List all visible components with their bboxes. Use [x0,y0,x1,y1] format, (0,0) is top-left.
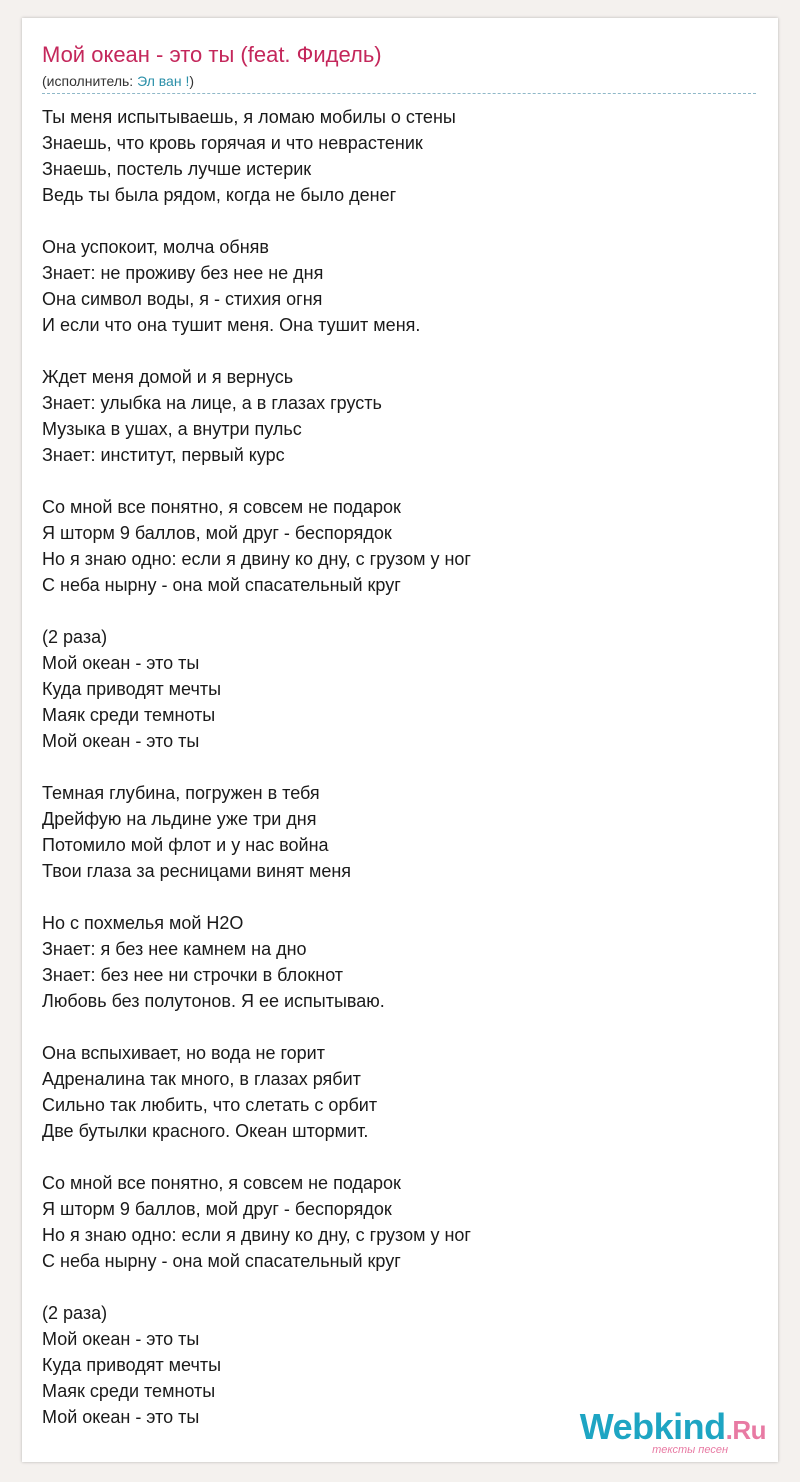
lyric-line: Куда приводят мечты [42,679,222,699]
stanza [42,910,762,1014]
lyric-line: Она символ воды, я - стихия огня [42,289,323,309]
lyric-line: Любовь без полутонов. Я ее испытываю. [42,991,385,1011]
stanza [42,780,762,884]
lyric-line: Но я знаю одно: если я двину ко дну, с грузом у ног [42,549,471,569]
lyric-line: (2 раза) [42,1303,108,1323]
lyric-line: Мой океан - это ты [42,1407,200,1427]
lyric-line: Знает: я без нее камнем на дно [42,939,307,959]
site-logo[interactable] [580,1407,766,1456]
lyric-line: Темная глубина, погружен в тебя [42,783,320,803]
artist-link[interactable]: Эл ван ! [137,73,190,89]
lyric-line: Музыка в ушах, а внутри пульс [42,419,302,439]
lyric-line: Но я знаю одно: если я двину ко дну, с грузом у ног [42,1225,471,1245]
stanza [42,234,762,338]
lyric-line: Знает: не проживу без нее не дня [42,263,324,283]
artist-suffix: ) [189,73,194,89]
lyric-line: Знаешь, постель лучше истерик [42,159,312,179]
lyric-line: Маяк среди темноты [42,1381,216,1401]
lyric-line: Мой океан - это ты [42,731,200,751]
chorus-stanza [42,624,762,754]
lyric-line: (2 раза) [42,627,108,647]
lyric-line: Маяк среди темноты [42,705,216,725]
lyric-line: С неба нырну - она мой спасательный круг [42,1251,401,1271]
logo-tagline: тексты песен [652,1444,728,1456]
lyric-line: Я шторм 9 баллов, мой друг - беспорядок [42,1199,392,1219]
lyric-line: С неба нырну - она мой спасательный круг [42,575,401,595]
stanza [42,1040,762,1144]
logo-suffix: .Ru [725,1415,766,1445]
lyric-line: Со мной все понятно, я совсем не подарок [42,1173,401,1193]
lyric-line: Куда приводят мечты [42,1355,222,1375]
lyric-line: Сильно так любить, что слетать с орбит [42,1095,378,1115]
lyric-line: Мой океан - это ты [42,653,200,673]
lyrics-card [22,18,778,1462]
stanza [42,364,762,468]
lyric-line: Ты меня испытываешь, я ломаю мобилы о стены [42,107,456,127]
lyric-line: Потомило мой флот и у нас война [42,835,329,855]
lyric-line: Но с похмелья мой H2O [42,913,244,933]
lyric-line: Знает: институт, первый курс [42,445,285,465]
lyric-line: Ведь ты была рядом, когда не было денег [42,185,397,205]
lyric-line: Твои глаза за ресницами винят меня [42,861,352,881]
lyric-line: Она успокоит, молча обняв [42,237,269,257]
stanza [42,494,762,598]
lyric-line: Знает: без нее ни строчки в блокнот [42,965,344,985]
lyric-line: Со мной все понятно, я совсем не подарок [42,497,401,517]
lyric-line: Мой океан - это ты [42,1329,200,1349]
lyric-line: Две бутылки красного. Океан штормит. [42,1121,369,1141]
lyric-line: Я шторм 9 баллов, мой друг - беспорядок [42,523,392,543]
lyric-line: Дрейфую на льдине уже три дня [42,809,317,829]
stanza [42,1170,762,1274]
artist-prefix: (исполнитель: [42,73,138,89]
lyric-line: Ждет меня домой и я вернусь [42,367,294,387]
logo-name: Webkind [579,1406,726,1447]
artist-line [42,73,194,89]
header-divider [42,93,756,94]
stanza [42,104,762,208]
lyric-line: Она вспыхивает, но вода не горит [42,1043,325,1063]
lyric-line: Адреналина так много, в глазах рябит [42,1069,361,1089]
lyric-line: Знает: улыбка на лице, а в глазах грусть [42,393,382,413]
lyric-line: Знаешь, что кровь горячая и что неврастеник [42,133,423,153]
lyric-line: И если что она тушит меня. Она тушит меня. [42,315,421,335]
page-title: Мой океан - это ты (feat. Фидель) [42,42,382,67]
lyrics-body [42,104,762,1456]
